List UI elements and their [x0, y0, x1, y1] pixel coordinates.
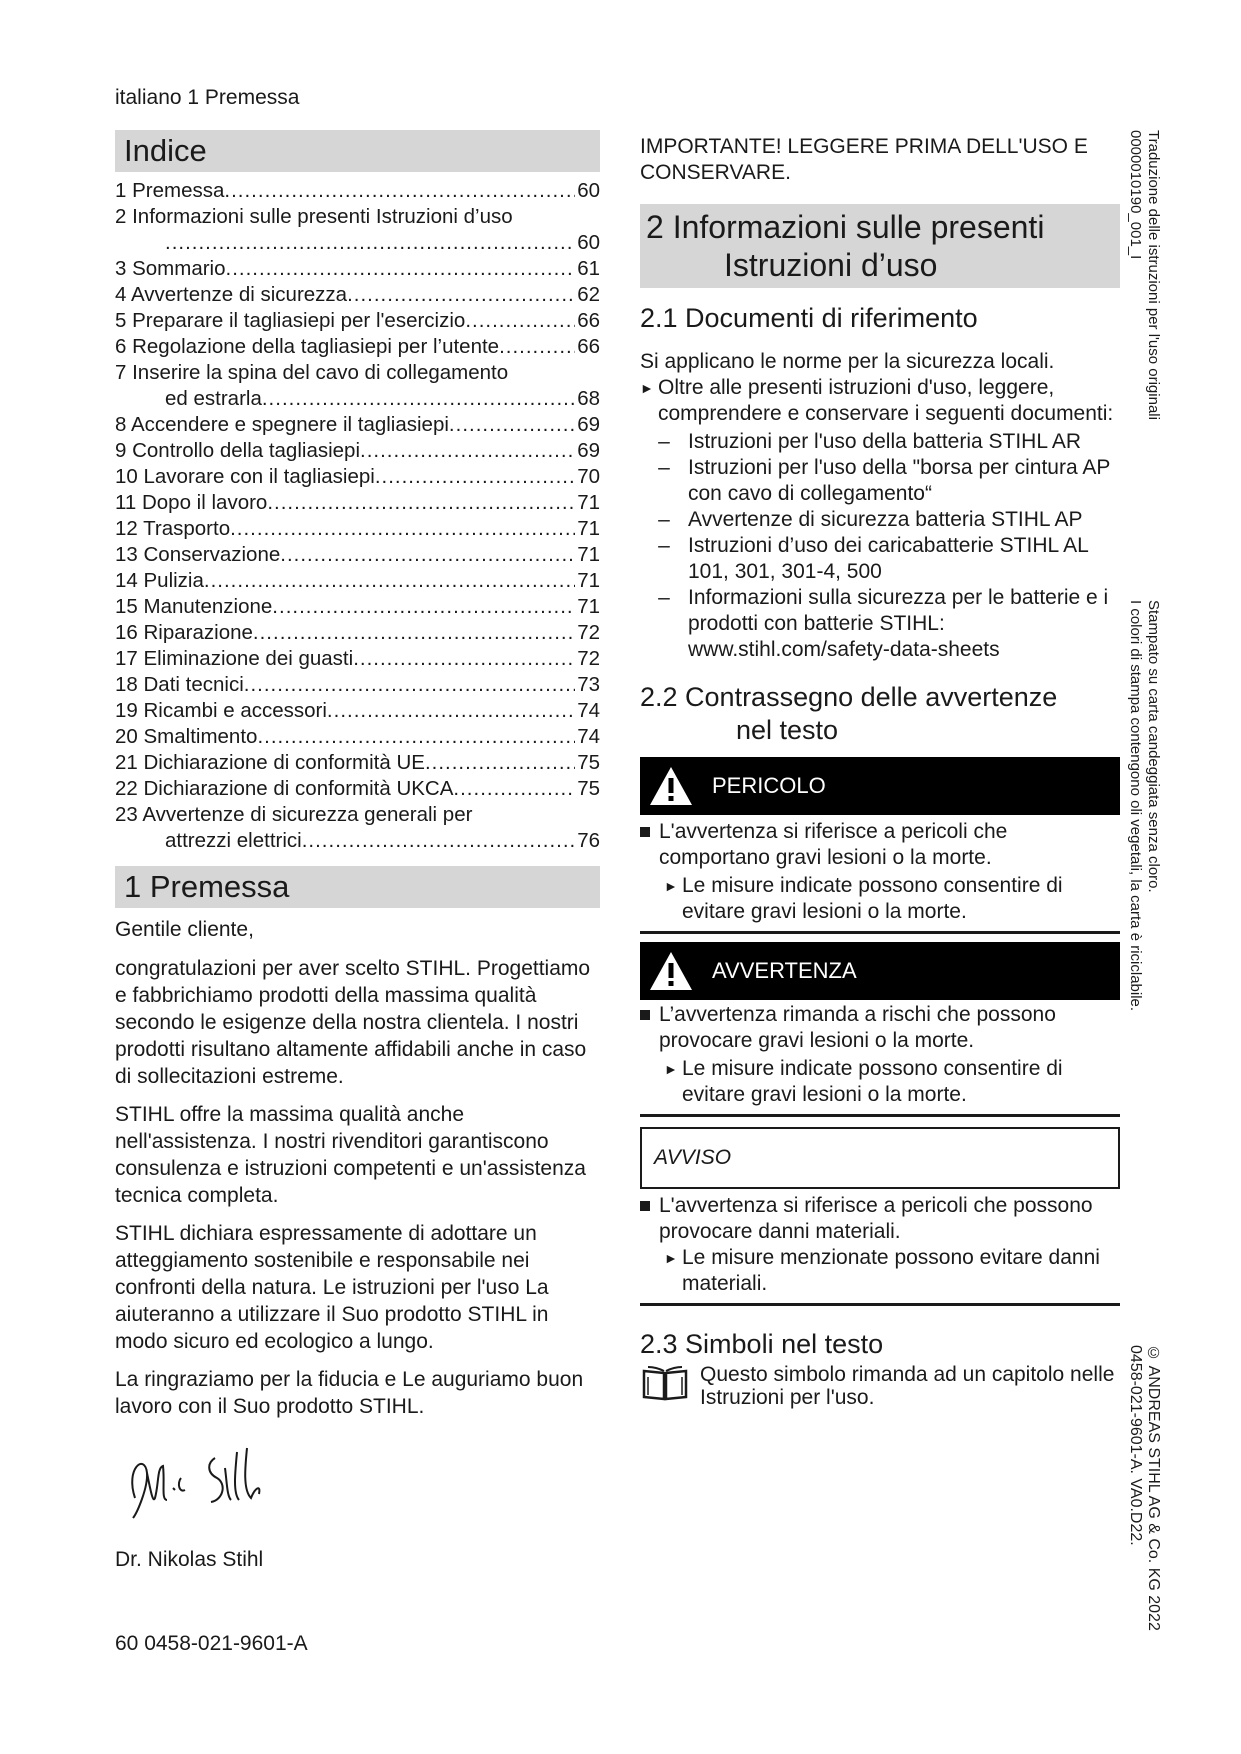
warning-text: L’avvertenza rimanda a rischi che possono provocare gravi lesioni o la morte.	[640, 1002, 1120, 1054]
toc-entry[interactable]: 8 Accendere e spegnere il tagliasiepi ..... 69	[115, 412, 600, 438]
toc-entry[interactable]: 11 Dopo il lavoro ..... 71	[115, 490, 600, 516]
toc-entry[interactable]: 20 Smaltimento ..... 74	[115, 724, 600, 750]
signature-image	[115, 1438, 285, 1528]
s23-text: Questo simbolo rimanda ad un capitolo nelle Istruzioni per l'uso.	[700, 1363, 1115, 1409]
toc-entry[interactable]: 10 Lavorare con il tagliasiepi ..... 70	[115, 464, 600, 490]
premessa-paragraph: STIHL offre la massima qualità anche nell'assistenza. I nostri rivenditori garantiscono consulenza e istruzioni competenti e un'assistenza tecnica completa.	[115, 1103, 586, 1207]
toc-entry[interactable]: 7 Inserire la spina del cavo di collegamento	[115, 361, 509, 384]
danger-label: PERICOLO	[712, 773, 826, 798]
toc-entry[interactable]: 1 Premessa ..... 60	[115, 178, 600, 204]
toc-entry[interactable]: 3 Sommario ..... 61	[115, 256, 600, 282]
list-item: – Istruzioni per l'uso della batteria STIHL AR	[658, 430, 1082, 453]
book-icon	[640, 1363, 690, 1403]
table-of-contents	[115, 178, 600, 854]
toc-entry[interactable]: 16 Riparazione ..... 72	[115, 620, 600, 646]
toc-entry[interactable]: 4 Avvertenze di sicurezza ..... 62	[115, 282, 600, 308]
toc-entry[interactable]: 2 Informazioni sulle presenti Istruzioni d’uso	[115, 205, 513, 228]
side-copyright: © ANDREAS STIHL AG & Co. KG 2022 0458-021-9601-A. VA0.D22.	[1127, 1345, 1162, 1631]
list-item: – Informazioni sulla sicurezza per le batterie e i prodotti con batterie STIHL: www.stihl.com/safety-data-sheets	[658, 586, 1109, 661]
triangle-bullet-icon: ►	[640, 380, 654, 396]
square-bullet-icon	[640, 1010, 650, 1020]
toc-entry[interactable]: 21 Dichiarazione di conformità UE ..... 75	[115, 750, 600, 776]
s21-title: 2.1 Documenti di riferimento	[640, 303, 978, 333]
toc-entry[interactable]: 23 Avvertenze di sicurezza generali per	[115, 803, 473, 826]
notice-text: L'avvertenza si riferisce a pericoli che possono provocare danni materiali.	[640, 1193, 1120, 1245]
warning-label-box	[640, 942, 1120, 1000]
toc-entry[interactable]: 14 Pulizia ..... 71	[115, 568, 600, 594]
toc-entry[interactable]: ..... 60	[115, 230, 600, 256]
running-header: italiano 1 Premessa	[115, 86, 300, 109]
toc-entry[interactable]: 9 Controllo della tagliasiepi ..... 69	[115, 438, 600, 464]
warning-triangle-icon	[648, 948, 694, 994]
greeting: Gentile cliente,	[115, 918, 254, 941]
premessa-paragraph: congratulazioni per aver scelto STIHL. Progettiamo e fabbrichiamo prodotti della massima qualità secondo le esigenze della nostra clientela. I nostri prodotti risultano altamente affidabili anche in caso di sollecitazioni estreme.	[115, 957, 591, 1088]
triangle-bullet-icon: ►	[664, 1061, 678, 1077]
warning-label: AVVERTENZA	[712, 958, 857, 983]
notice-label: AVVISO	[654, 1146, 732, 1169]
toc-entry[interactable]: 22 Dichiarazione di conformità UKCA ..... 75	[115, 776, 600, 802]
s23-title: 2.3 Simboli nel testo	[640, 1329, 884, 1359]
premessa-title: 1 Premessa	[115, 866, 600, 908]
s21-intro: Si applicano le norme per la sicurezza locali.	[640, 350, 1055, 373]
toc-entry[interactable]: 19 Ricambi e accessori ..... 74	[115, 698, 600, 724]
s21-bullet: ► Oltre alle presenti istruzioni d'uso, leggere, comprendere e conservare i seguenti documenti:	[640, 376, 1114, 425]
right-column	[640, 134, 1120, 1409]
toc-entry[interactable]: ed estrarla ..... 68	[115, 386, 600, 412]
toc-entry[interactable]: 15 Manutenzione ..... 71	[115, 594, 600, 620]
list-item: – Avvertenze di sicurezza batteria STIHL AP	[658, 508, 1083, 531]
signature-name: Dr. Nikolas Stihl	[115, 1548, 264, 1571]
premessa-paragraph: STIHL dichiara espressamente di adottare un atteggiamento sostenibile e responsabile nei confronti della natura. Le istruzioni per l'uso La aiuteranno a utilizzare il Suo prodotto STIHL in modo sicuro ed ecologico a lungo.	[115, 1222, 549, 1353]
triangle-bullet-icon: ►	[664, 878, 678, 894]
toc-entry[interactable]: 6 Regolazione della tagliasiepi per l’utente ..... 66	[115, 334, 600, 360]
toc-entry[interactable]: 5 Preparare il tagliasiepi per l'esercizio ..... 66	[115, 308, 600, 334]
left-column	[115, 130, 600, 1573]
s23-row	[640, 1363, 1120, 1409]
danger-measure: ► Le misure indicate possono consentire di evitare gravi lesioni o la morte.	[664, 874, 1063, 923]
list-item: – Istruzioni per l'uso della "borsa per cintura AP con cavo di collegamento“	[658, 456, 1110, 505]
s21-doc-list	[640, 429, 1120, 663]
list-item: – Istruzioni d’uso dei caricabatterie STIHL AL 101, 301, 301-4, 500	[658, 534, 1088, 583]
divider	[640, 1114, 1120, 1117]
toc-title: Indice	[115, 130, 600, 172]
page-footer: 60 0458-021-9601-A	[115, 1632, 308, 1655]
side-translation-note: Traduzione delle istruzioni per l'uso originali 0000010190_001_I	[1127, 130, 1162, 420]
warning-triangle-icon	[648, 763, 694, 809]
premessa-paragraph: La ringraziamo per la fiducia e Le auguriamo buon lavoro con il Suo prodotto STIHL.	[115, 1368, 584, 1418]
toc-entry[interactable]: 12 Trasporto ..... 71	[115, 516, 600, 542]
toc-entry[interactable]: 17 Eliminazione dei guasti ..... 72	[115, 646, 600, 672]
notice-measure: ► Le misure menzionate possono evitare danni materiali.	[664, 1246, 1100, 1295]
danger-text: L'avvertenza si riferisce a pericoli che comportano gravi lesioni o la morte.	[640, 819, 1120, 871]
notice-label-box	[640, 1127, 1120, 1189]
divider	[640, 1303, 1120, 1306]
s22-title: 2.2 Contrassegno delle avvertenze nel testo	[640, 682, 1058, 745]
important-note: IMPORTANTE! LEGGERE PRIMA DELL'USO E CONSERVARE.	[640, 135, 1088, 184]
square-bullet-icon	[640, 827, 650, 837]
toc-entry[interactable]: 18 Dati tecnici ..... 73	[115, 672, 600, 698]
toc-entry[interactable]: 13 Conservazione ..... 71	[115, 542, 600, 568]
danger-label-box	[640, 757, 1120, 815]
toc-entry[interactable]: attrezzi elettrici ..... 76	[115, 828, 600, 854]
square-bullet-icon	[640, 1201, 650, 1211]
divider	[640, 931, 1120, 934]
side-paper-note: Stampato su carta candeggiata senza cloro. I colori di stampa contengono oli vegetali, la carta è riciclabile.	[1127, 600, 1162, 1012]
triangle-bullet-icon: ►	[664, 1250, 678, 1266]
section2-title: 2 Informazioni sulle presenti Istruzioni d’uso	[640, 204, 1120, 288]
warning-measure: ► Le misure indicate possono consentire di evitare gravi lesioni o la morte.	[664, 1057, 1063, 1106]
